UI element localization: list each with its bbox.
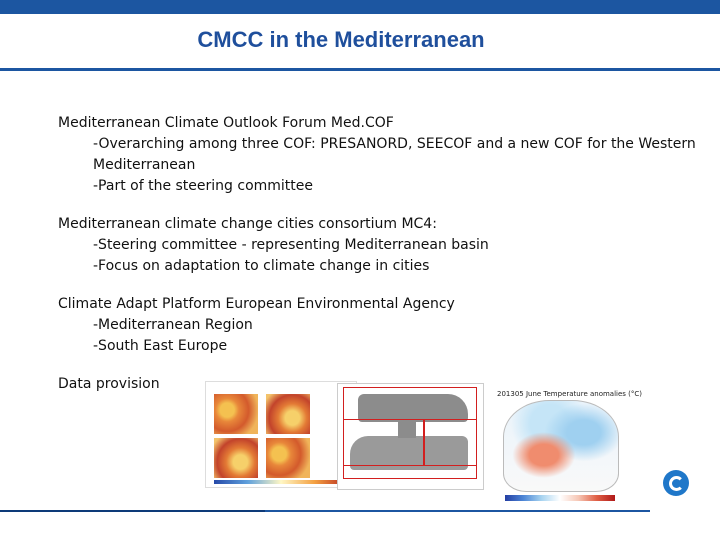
section-heading: Climate Adapt Platform European Environmental Agency — [58, 296, 455, 312]
slide-title: CMCC in the Mediterranean — [197, 27, 485, 52]
forecast-colorbar — [214, 480, 348, 484]
anomaly-caption: 201305 June Temperature anomalies (°C) — [497, 390, 643, 398]
section-heading: Data provision — [58, 376, 160, 392]
bullet-item: -Part of the steering committee — [93, 178, 314, 194]
bullet-item: -Mediterranean Region — [93, 317, 253, 333]
bullet-item: -South East Europe — [93, 338, 228, 354]
anomaly-map-field — [503, 400, 619, 492]
forecast-maps-figure — [205, 381, 357, 488]
bullet-item: -Overarching among three COF: PRESANORD, SEECOF and a new COF for the Western Mediterranean — [93, 136, 696, 173]
section-climate-adapt — [58, 294, 698, 357]
section-heading: Mediterranean climate change cities consortium MC4: — [58, 216, 437, 232]
forecast-map-panel — [214, 438, 258, 478]
section-items — [58, 315, 698, 357]
section-items — [58, 134, 698, 197]
section-heading: Mediterranean Climate Outlook Forum Med.COF — [58, 115, 394, 131]
forecast-map-panel — [266, 394, 310, 434]
bullet-item: -Focus on adaptation to climate change in cities — [93, 258, 430, 274]
organization-logo — [663, 470, 689, 496]
domain-map-figure — [337, 383, 484, 490]
top-accent-bar — [0, 0, 720, 14]
subdomain-box — [343, 419, 425, 466]
temperature-anomaly-figure — [495, 388, 643, 506]
section-items — [58, 235, 698, 277]
subdomain-box — [423, 419, 477, 466]
section-mc4 — [58, 214, 698, 277]
slide-body — [58, 113, 698, 412]
footer-rule-accent — [0, 510, 265, 512]
forecast-map-panel — [266, 438, 310, 478]
forecast-map-panel — [214, 394, 258, 434]
anomaly-colorbar — [505, 495, 615, 501]
title-divider — [0, 68, 720, 71]
bullet-item: -Steering committee - representing Mediterranean basin — [93, 237, 489, 253]
section-medcof — [58, 113, 698, 197]
